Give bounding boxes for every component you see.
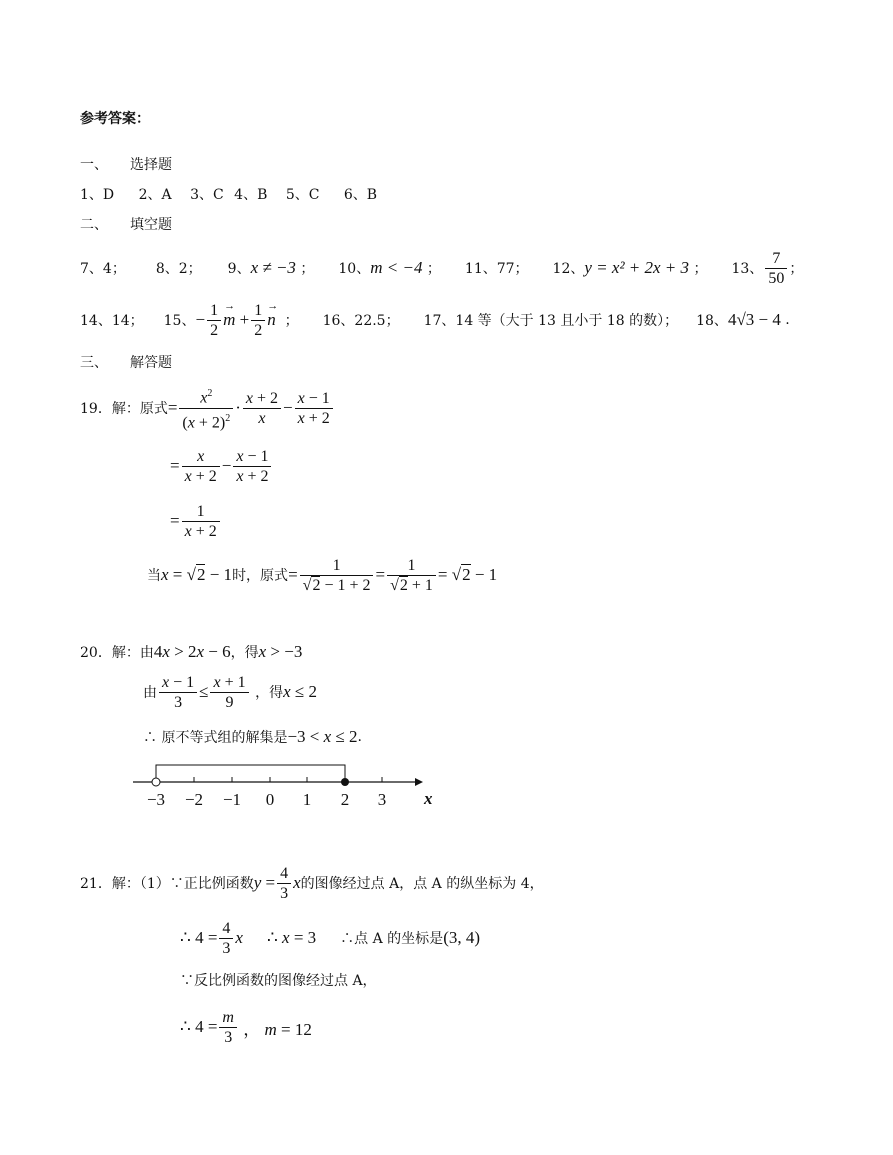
q20-line-2: 由 $\frac{x - 1}{3}$ ≤ $\frac{x + 1}{9}$ ，得 x ≤ 2: [143, 673, 317, 711]
number-line: [125, 755, 445, 815]
tick-label: 2: [340, 790, 350, 809]
q21-fraction-3: $\frac{m}{3}$: [219, 1008, 237, 1047]
fill-answers-row-1: 7、4； 8、2； 9、 x ≠ −3 ； 10、 m < −4 ； 11、77； 12、 y = x² + 2x + 3 ； 13、 $\frac{7}{50}$ ；: [80, 249, 804, 287]
fill-answer-10-expr: m < −4: [370, 258, 423, 277]
choice-answer: 5、C: [285, 187, 320, 203]
choice-answer: 4、B: [234, 187, 268, 203]
section1-label: 选择题: [130, 157, 172, 173]
q19-fraction-7: $\frac{1}{√2 - 1 + 2}$: [300, 556, 374, 595]
q20-label: 20．解：由: [80, 645, 154, 661]
q19-fraction-3: $\frac{x - 1}{x + 2}$: [295, 389, 333, 428]
fill-answer-15-label: 15、: [163, 313, 196, 329]
fill-answer-14: 14、14；: [80, 313, 144, 329]
q20-line-1: 20．解：由 4x > 2x − 6 ，得 x > −3: [80, 642, 303, 661]
fraction-denominator: 50: [765, 268, 787, 288]
q20-fraction-1: $\frac{x - 1}{3}$: [159, 673, 197, 712]
choice-answer: 3、C: [190, 187, 224, 203]
choice-answer: 1、D: [80, 187, 115, 203]
fill-answer-18-expr: 4√3 − 4: [727, 310, 781, 329]
section2-label: 填空题: [130, 217, 172, 233]
fill-answer-7: 7、4；: [80, 261, 126, 277]
fill-answer-16: 16、22.5；: [322, 313, 400, 329]
tick-label: 0: [265, 790, 275, 809]
q20-fraction-2: $\frac{x + 1}{9}$: [210, 673, 248, 712]
q21-line-3: ∵反比例函数的图像经过点 A，: [180, 973, 377, 989]
axis-label: x: [424, 789, 433, 808]
fill-answer-9-label: 9、: [227, 261, 251, 277]
q20-conclusion: ∴ 原不等式组的解集是: [143, 730, 288, 746]
fraction-numerator: 7: [772, 249, 781, 267]
section2-number: 二、: [80, 217, 108, 233]
fill-answer-11: 11、77；: [464, 261, 529, 277]
q21-line-1: 21．解：（1）∵正比例函数 y = $\frac{4}{3}$ x 的图像经过点 A，点 A 的纵坐标为 4，: [80, 864, 544, 902]
q20-step1-result: ，得: [230, 645, 259, 661]
number-line-arrow: [415, 778, 423, 786]
q19-label: 19．解：原式: [80, 401, 168, 417]
tick-label: −2: [184, 790, 204, 809]
q19-line-2: = $\frac{x}{x + 2}$ − $\frac{x - 1}{x + 2}$: [170, 443, 273, 489]
q21-text-1: 的图像经过点 A，点 A 的纵坐标为 4，: [300, 876, 544, 892]
q19-fraction-6: $\frac{1}{x + 2}$: [182, 502, 220, 541]
q21-line-4: ∴ 4 = $\frac{m}{3}$ ， m = 12: [180, 1008, 312, 1046]
q20-line-3: ∴ 原不等式组的解集是 −3 < x ≤ 2 .: [143, 727, 362, 746]
section1-number: 一、: [80, 157, 108, 173]
q19-line-4: 当 x = √2 − 1 时，原式 = $\frac{1}{√2 - 1 + 2}$ = $\frac{1}{√2 + 1}$ = √2 − 1: [147, 556, 498, 594]
q19-fraction-1: $\frac{x^2}{(x + 2)^2}$: [179, 384, 233, 432]
fill-answers-row-2: 14、14； 15、 − $\frac{1}{2}$ m → + $\frac{1}{2}$ n → ； 16、22.5； 17、14 等（大于 13 且小于 18 的数）； 18、 4√3 − 4 .: [80, 300, 790, 339]
tick-label: −3: [146, 790, 166, 809]
q21-fraction-1: $\frac{4}{3}$: [277, 864, 291, 903]
q21-line-2: ∴ 4 = $\frac{4}{3}$ x ∴ x = 3 ∴点 A 的坐标是 (3, 4): [180, 919, 481, 957]
fill-answer-18-label: 18、: [696, 313, 728, 329]
open-endpoint: [152, 778, 160, 786]
q19-line-3: = $\frac{1}{x + 2}$: [170, 498, 222, 544]
section3-label: 解答题: [130, 355, 172, 371]
tick-label: 3: [377, 790, 387, 809]
solution-bracket: [156, 765, 345, 782]
q21-fraction-2: $\frac{4}{3}$: [219, 919, 233, 958]
q20-step2-prefix: 由: [143, 685, 157, 701]
q19-fraction-2: $\frac{x + 2}{x}$: [243, 389, 281, 428]
section3-number: 三、: [80, 355, 108, 371]
tick-label: 1: [302, 790, 312, 809]
q19-when: 当: [147, 568, 161, 584]
q19-fraction-8: $\frac{1}{√2 + 1}$: [387, 556, 436, 595]
fill-answer-10-label: 10、: [338, 261, 371, 277]
answer-title: 参考答案：: [80, 111, 150, 127]
q19-fraction-4: $\frac{x}{x + 2}$: [182, 447, 220, 486]
q19-fraction-5: $\frac{x - 1}{x + 2}$: [233, 447, 271, 486]
fill-answer-12-expr: y = x² + 2x + 3: [584, 258, 690, 277]
fill-answer-9-expr: x ≠ −3: [250, 258, 296, 277]
q19-when-mid: 时，原式: [232, 568, 289, 584]
choice-answer: 2、A: [138, 187, 172, 203]
tick-label: −1: [222, 790, 242, 809]
q21-label: 21．解：（1）∵正比例函数: [80, 876, 254, 892]
q21-point-text: ∴点 A 的坐标是: [340, 931, 444, 947]
q19-line-1: 19．解：原式 = $\frac{x^2}{(x + 2)^2}$ · $\frac{x + 2}{x}$ − $\frac{x - 1}{x + 2}$: [80, 383, 335, 433]
closed-endpoint: [341, 778, 349, 786]
fill-answer-8: 8、2；: [155, 261, 202, 277]
fill-answer-13-fraction: [765, 249, 787, 288]
q20-step2-result: ，得: [255, 685, 284, 701]
fill-answer-17: 17、14 等（大于 13 且小于 18 的数）；: [423, 313, 679, 329]
fill-answer-15-fraction-a: $\frac{1}{2}$: [207, 301, 221, 340]
choice-answer: 6、B: [343, 187, 378, 203]
fill-answer-13-label: 13、: [731, 261, 764, 277]
fill-answer-15-fraction-b: $\frac{1}{2}$: [251, 301, 265, 340]
choice-answers: [80, 184, 377, 204]
fill-answer-12-label: 12、: [552, 261, 585, 277]
